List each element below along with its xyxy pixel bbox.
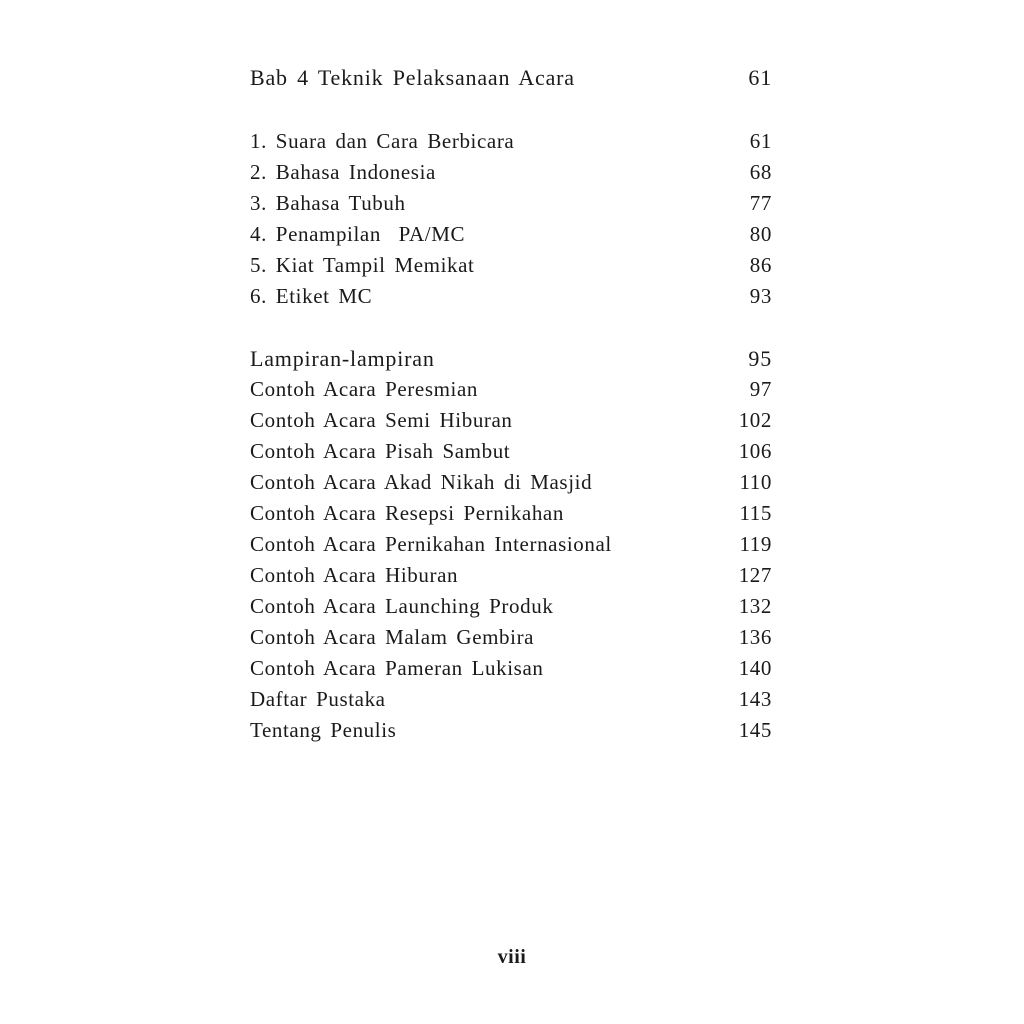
toc-entry-title: 6. Etiket MC — [250, 284, 373, 308]
toc-entry — [250, 560, 772, 590]
toc-chapter-page: 61 — [748, 65, 772, 90]
toc-entry-page: 132 — [738, 594, 772, 618]
toc-entry-page: 61 — [749, 129, 772, 153]
toc-entry-title: 4. Penampilan PA/MC — [250, 222, 466, 246]
toc-entry-title: Contoh Acara Pisah Sambut — [250, 439, 511, 463]
toc-entry-title: Contoh Acara Launching Produk — [250, 594, 554, 618]
toc-entry — [250, 250, 772, 280]
toc-entry-title: Contoh Acara Akad Nikah di Masjid — [250, 470, 593, 494]
toc-entry — [250, 529, 772, 559]
toc-entry — [250, 653, 772, 683]
toc-entry — [250, 498, 772, 528]
toc-entry-page: 106 — [738, 439, 772, 463]
toc-entry-title: 3. Bahasa Tubuh — [250, 191, 406, 215]
toc-entry-title: Tentang Penulis — [250, 718, 397, 742]
toc-entry-title: Daftar Pustaka — [250, 687, 386, 711]
toc-entry-page: 68 — [749, 160, 772, 184]
toc-entry — [250, 126, 772, 156]
toc-entry-title: Contoh Acara Pameran Lukisan — [250, 656, 544, 680]
toc-chapter-title: Bab 4 Teknik Pelaksanaan Acara — [250, 65, 575, 90]
toc-entry-page: 136 — [738, 625, 772, 649]
toc-chapter-heading — [250, 63, 772, 93]
toc-entry-page: 97 — [749, 377, 772, 401]
toc-entry — [250, 405, 772, 435]
toc-entry-page: 127 — [738, 563, 772, 587]
toc-entry-page: 86 — [749, 253, 772, 277]
toc-entry-page: 93 — [749, 284, 772, 308]
toc-entry-title: Contoh Acara Pernikahan Internasional — [250, 532, 612, 556]
toc-entry-title: 2. Bahasa Indonesia — [250, 160, 436, 184]
toc-entry-title: Contoh Acara Semi Hiburan — [250, 408, 513, 432]
toc-entry-title: Contoh Acara Resepsi Pernikahan — [250, 501, 564, 525]
toc-entry — [250, 188, 772, 218]
toc-entry-page: 145 — [738, 718, 772, 742]
page-number: viii — [497, 946, 527, 968]
toc-entry-title: 5. Kiat Tampil Memikat — [250, 253, 475, 277]
toc-appendix-page: 95 — [748, 346, 772, 371]
toc-entry — [250, 591, 772, 621]
toc-entry-title: 1. Suara dan Cara Berbicara — [250, 129, 515, 153]
toc-entry-page: 77 — [749, 191, 772, 215]
toc-entry — [250, 281, 772, 311]
toc-entry — [250, 622, 772, 652]
toc-entry — [250, 157, 772, 187]
toc-appendix-heading — [250, 344, 772, 374]
toc-entry-page: 143 — [738, 687, 772, 711]
toc-entry-title: Contoh Acara Malam Gembira — [250, 625, 535, 649]
toc-entry — [250, 436, 772, 466]
toc-entry-page: 115 — [739, 501, 772, 525]
toc-entry — [250, 467, 772, 497]
toc-entry-page: 80 — [749, 222, 772, 246]
toc-entry — [250, 374, 772, 404]
toc-entry — [250, 684, 772, 714]
toc-entry-page: 119 — [739, 532, 772, 556]
toc-entry — [250, 715, 772, 745]
toc-entry-title: Contoh Acara Peresmian — [250, 377, 478, 401]
toc-entry-page: 110 — [739, 470, 772, 494]
toc-appendix-title: Lampiran-lampiran — [250, 346, 435, 371]
toc-entry-title: Contoh Acara Hiburan — [250, 563, 459, 587]
toc-entry — [250, 219, 772, 249]
toc-entry-page: 140 — [738, 656, 772, 680]
toc-entry-page: 102 — [738, 408, 772, 432]
